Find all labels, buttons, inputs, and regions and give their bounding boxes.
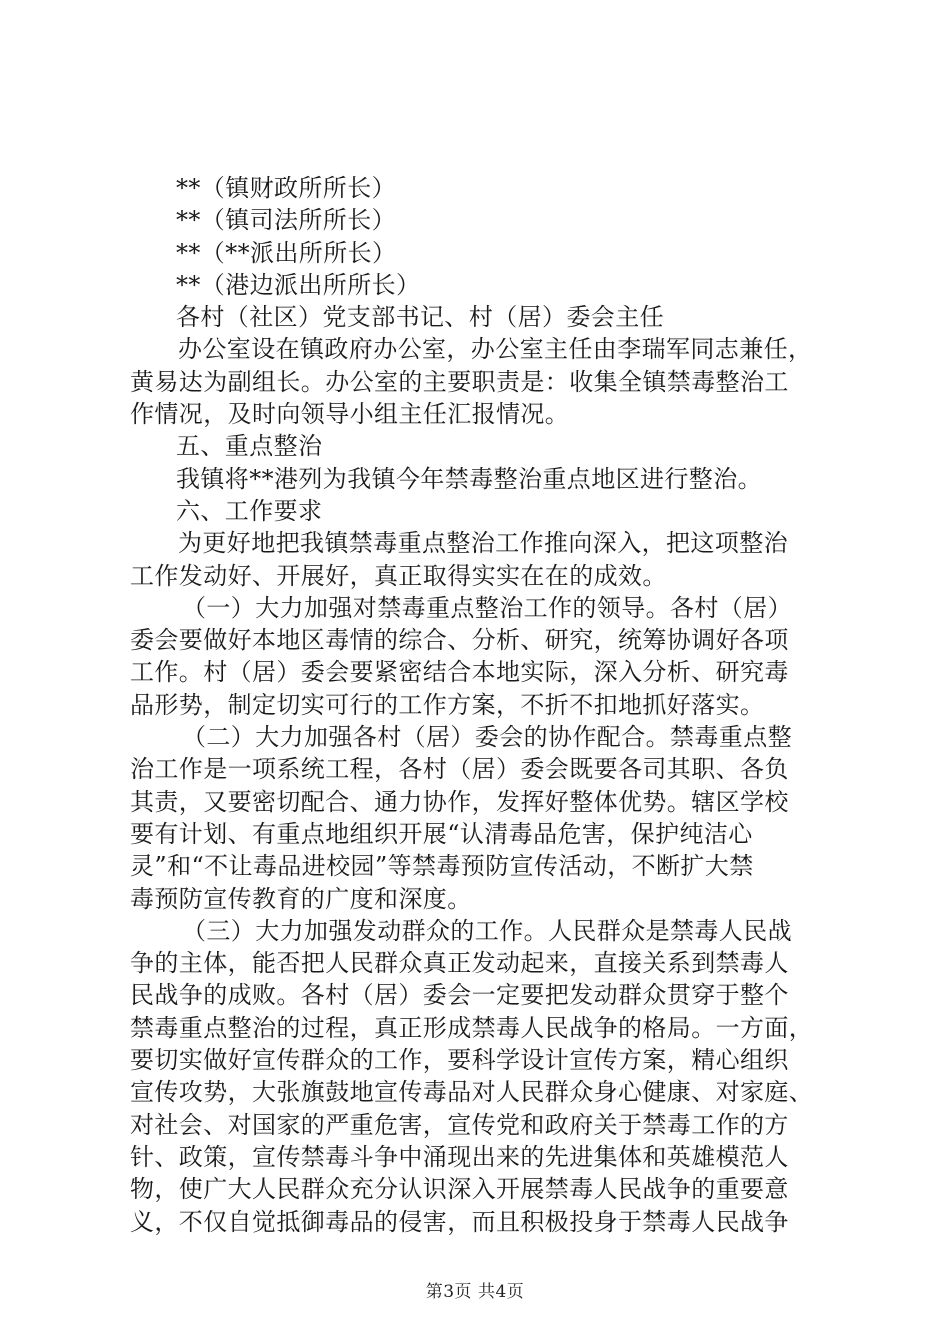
- text-line: 民战争的成败。各村（居）委会一定要把发动群众贯穿于整个: [130, 981, 789, 1010]
- text-line: **（镇财政所所长）: [176, 174, 396, 202]
- text-line: 要有计划、有重点地组织开展“认清毒品危害，保护纯洁心: [130, 819, 753, 848]
- paragraph-first-line: （三）大力加强发动群众的工作。人民群众是禁毒人民战: [182, 916, 792, 945]
- paragraph-first-line: 为更好地把我镇禁毒重点整治工作推向深入，把这项整治: [178, 529, 788, 558]
- paragraph-first-line: （二）大力加强各村（居）委会的协作配合。禁毒重点整: [182, 723, 792, 752]
- paragraph-first-line: 办公室设在镇政府办公室，办公室主任由李瑞军同志兼任，: [178, 335, 813, 364]
- page-number-footer: 第3页 共4页: [425, 1282, 525, 1302]
- text-line: 宣传攻势，大张旗鼓地宣传毒品对人民群众身心健康、对家庭、: [130, 1078, 814, 1107]
- text-line: 义，不仅自觉抵御毒品的侵害，而且积极投身于禁毒人民战争: [130, 1207, 789, 1236]
- paragraph-first-line: （一）大力加强对禁毒重点整治工作的领导。各村（居）: [182, 593, 792, 622]
- text-line: **（港边派出所所长）: [176, 270, 421, 299]
- text-line: 工作。村（居）委会要紧密结合本地实际，深入分析、研究毒: [130, 658, 789, 687]
- text-line: 委会要做好本地区毒情的综合、分析、研究，统筹协调好各项: [130, 626, 789, 655]
- text-line: 物，使广大人民群众充分认识深入开展禁毒人民战争的重要意: [130, 1175, 789, 1204]
- text-line: 各村（社区）党支部书记、村（居）委会主任: [176, 303, 664, 332]
- text-line: 作情况，及时向领导小组主任汇报情况。: [130, 400, 570, 429]
- text-line: **（镇司法所所长）: [176, 206, 396, 235]
- text-line: 毒预防宣传教育的广度和深度。: [130, 884, 472, 913]
- text-line: 要切实做好宣传群众的工作，要科学设计宣传方案，精心组织: [130, 1046, 789, 1075]
- text-line: 对社会、对国家的严重危害，宣传党和政府关于禁毒工作的方: [130, 1110, 789, 1139]
- section-heading: 五、重点整治: [176, 432, 323, 461]
- text-line: 其责，又要密切配合、通力协作，发挥好整体优势。辖区学校: [130, 787, 789, 816]
- text-line: 我镇将**港列为我镇今年禁毒整治重点地区进行整治。: [176, 464, 762, 493]
- text-line: 工作发动好、开展好，真正取得实实在在的成效。: [130, 561, 667, 590]
- text-line: 禁毒重点整治的过程，真正形成禁毒人民战争的格局。一方面，: [130, 1013, 814, 1042]
- text-line: 治工作是一项系统工程，各村（居）委会既要各司其职、各负: [130, 755, 789, 784]
- document-body: [130, 172, 830, 1238]
- text-line: 争的主体，能否把人民群众真正发动起来，直接关系到禁毒人: [130, 949, 789, 978]
- text-line: 灵”和“不让毒品进校园”等禁毒预防宣传活动，不断扩大禁: [130, 852, 754, 881]
- text-line: 针、政策，宣传禁毒斗争中涌现出来的先进集体和英雄模范人: [130, 1142, 789, 1171]
- text-line: 品形势，制定切实可行的工作方案，不折不扣地抓好落实。: [130, 690, 765, 719]
- section-heading: 六、工作要求: [176, 496, 323, 525]
- text-line: **（**派出所所长）: [176, 238, 397, 267]
- text-line: 黄易达为副组长。办公室的主要职责是：收集全镇禁毒整治工: [130, 367, 789, 396]
